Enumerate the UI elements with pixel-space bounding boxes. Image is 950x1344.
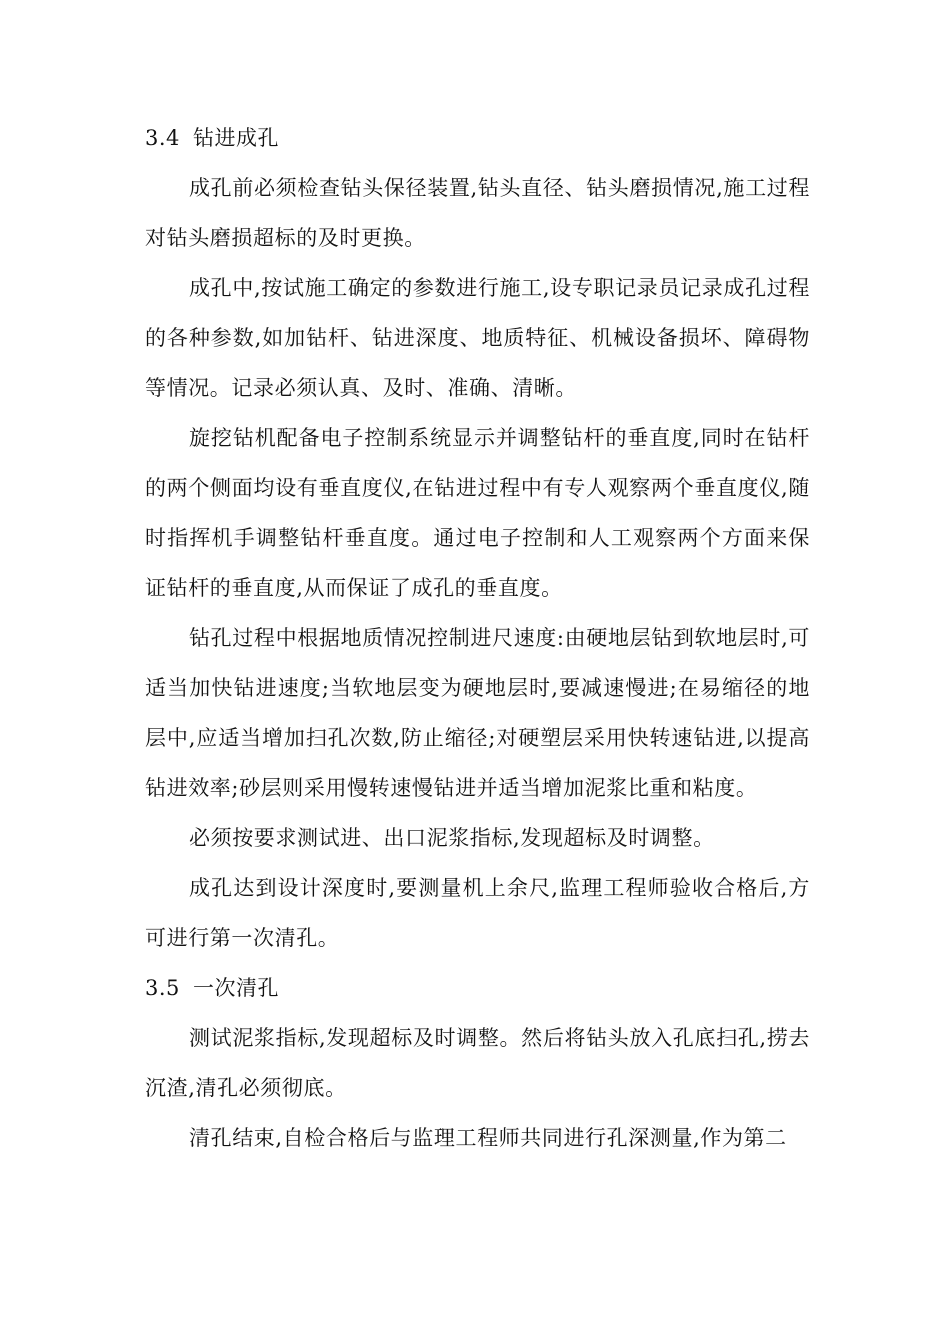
paragraph: 必须按要求测试进、出口泥浆指标,发现超标及时调整。 — [189, 826, 715, 850]
paragraph: 成孔中,按试施工确定的参数进行施工,设专职记录员记录成孔过程的各种参数,如加钻杆、钻进深度、地质特征、机械设备损坏、障碍物等情况。记录必须认真、及时、准确、清晰。 — [145, 276, 810, 400]
section-heading-3-5 — [145, 963, 810, 1013]
paragraph: 清孔结束,自检合格后与监理工程师共同进行孔深测量,作为第二 — [189, 1126, 787, 1150]
section-number: 3.4 — [145, 126, 180, 150]
paragraph: 旋挖钻机配备电子控制系统显示并调整钻杆的垂直度,同时在钻杆的两个侧面均设有垂直度仪,在钻进过程中有专人观察两个垂直度仪,随时指挥机手调整钻杆垂直度。通过电子控制和人工观察两个方面来保证钻杆的垂直度,从而保证了成孔的垂直度。 — [145, 426, 810, 600]
section-title: 钻进成孔 — [193, 126, 279, 150]
document-body — [145, 113, 810, 1163]
paragraph: 成孔达到设计深度时,要测量机上余尺,监理工程师验收合格后,方可进行第一次清孔。 — [145, 876, 810, 950]
section-number: 3.5 — [145, 976, 180, 1000]
paragraph: 测试泥浆指标,发现超标及时调整。然后将钻头放入孔底扫孔,捞去沉渣,清孔必须彻底。 — [145, 1026, 810, 1100]
section-heading-3-4 — [145, 113, 810, 163]
paragraph: 成孔前必须检查钻头保径装置,钻头直径、钻头磨损情况,施工过程对钻头磨损超标的及时更换。 — [145, 176, 810, 250]
section-title: 一次清孔 — [193, 976, 279, 1000]
paragraph: 钻孔过程中根据地质情况控制进尺速度:由硬地层钻到软地层时,可适当加快钻进速度;当软地层变为硬地层时,要减速慢进;在易缩径的地层中,应适当增加扫孔次数,防止缩径;对硬塑层采用快转速钻进,以提高钻进效率;砂层则采用慢转速慢钻进并适当增加泥浆比重和粘度。 — [145, 626, 810, 800]
